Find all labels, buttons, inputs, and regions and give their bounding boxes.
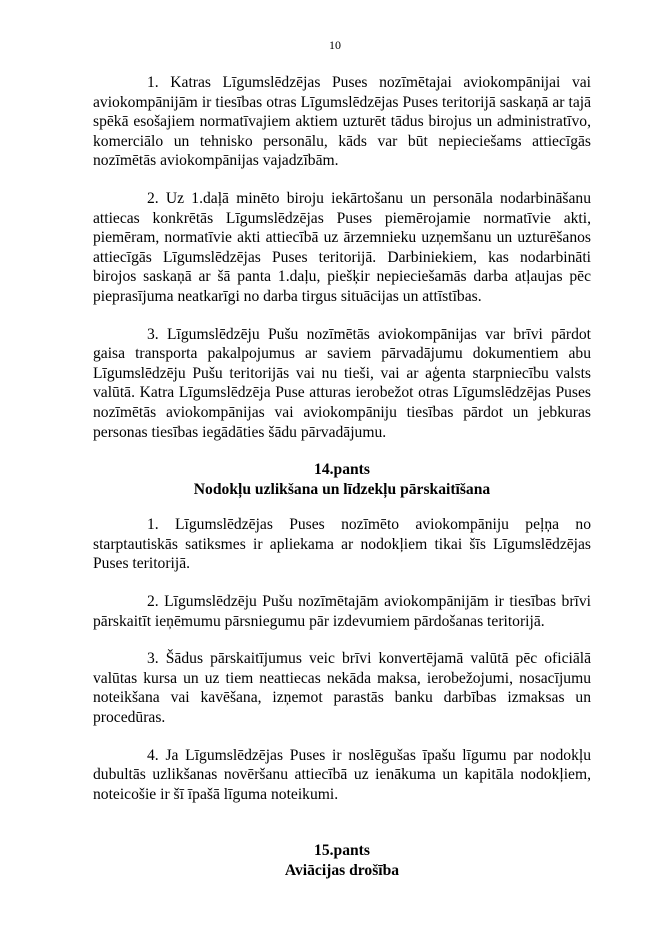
paragraph-14-1: 1. Līgumslēdzējas Puses nozīmēto aviokompāniju peļņa no starptautiskās satiksmes ir apliekama ar nodokļiem tikai šīs Līgumslēdzējas Puses teritorijā. xyxy=(93,516,591,573)
paragraph-14-3: 3. Šādus pārskaitījumus veic brīvi konvertējamā valūtā pēc oficiālā valūtas kursa un uz tiem neattiecas nekāda maksa, ierobežojumi, nosacījumu noteikšana vai kavēšana, izņemot parastās banku darbības izmaksas un procedūras. xyxy=(93,650,591,727)
section-15-heading xyxy=(93,841,591,880)
section-14-title: Nodokļu uzlikšana un līdzekļu pārskaitīšana xyxy=(193,480,491,498)
paragraph-13-1: 1. Katras Līgumslēdzējas Puses nozīmētajai aviokompānijai vai aviokompānijām ir tiesības otras Līgumslēdzējas Puses teritorijā saskaņā ar tajā spēkā esošajiem normatīvajiem aktiem uzturēt tādus birojus un administratīvo, komerciālo un tehnisko personālu, kāds var būt nepieciešams attiecīgās nozīmētās aviokompānijas vajadzībām. xyxy=(93,74,591,170)
paragraph-14-4: 4. Ja Līgumslēdzējas Puses ir noslēgušas īpašu līgumu par nodokļu dubultās uzlikšanas novēršanu attiecībā uz ienākuma un kapitāla nodokļiem, noteicošie ir šī īpašā līguma noteikumi. xyxy=(93,746,591,803)
section-14-number: 14.pants xyxy=(314,461,370,479)
paragraph-13-2: 2. Uz 1.daļā minēto biroju iekārtošanu un personāla nodarbināšanu attiecas konkrētās Līgumslēdzējas Puses piemērojamie normatīvie akti, piemēram, normatīvie akti attiecībā uz ārzemnieku uzņemšanu un uzturēšanos attiecīgās Līgumslēdzējas Puses teritorijā. Darbiniekiem, kas nodarbināti birojos saskaņā ar šā panta 1.daļu, piešķir nepieciešamās darba atļaujas pēc pieprasījuma neatkarīgi no darba tirgus situācijas un attīstības. xyxy=(93,189,591,305)
paragraph-14-2: 2. Līgumslēdzēju Pušu nozīmētajām aviokompānijām ir tiesības brīvi pārskaitīt ieņēmumu pārsniegumu pār izdevumiem pārdošanas teritorijā. xyxy=(93,593,591,630)
paragraph-13-3: 3. Līgumslēdzēju Pušu nozīmētās aviokompānijas var brīvi pārdot gaisa transporta pakalpojumus ar saviem pārvadājumu dokumentiem abu Līgumslēdzēju Pušu teritorijās vai nu tieši, vai ar aģenta starpniecību valsts valūtā. Katra Līgumslēdzēja Puse atturas ierobežot otras Līgumslēdzējas Puses nozīmētās aviokompānijas vai aviokompāniju tiesības pārdot un jebkuras personas tiesības iegādāties šādu pārvadājumu. xyxy=(93,325,591,441)
section-14-heading xyxy=(93,460,591,499)
document-body xyxy=(93,73,591,897)
page-number: 10 xyxy=(329,38,341,52)
section-15-number: 15.pants xyxy=(314,842,370,860)
section-15-title: Aviācijas drošība xyxy=(284,862,400,879)
